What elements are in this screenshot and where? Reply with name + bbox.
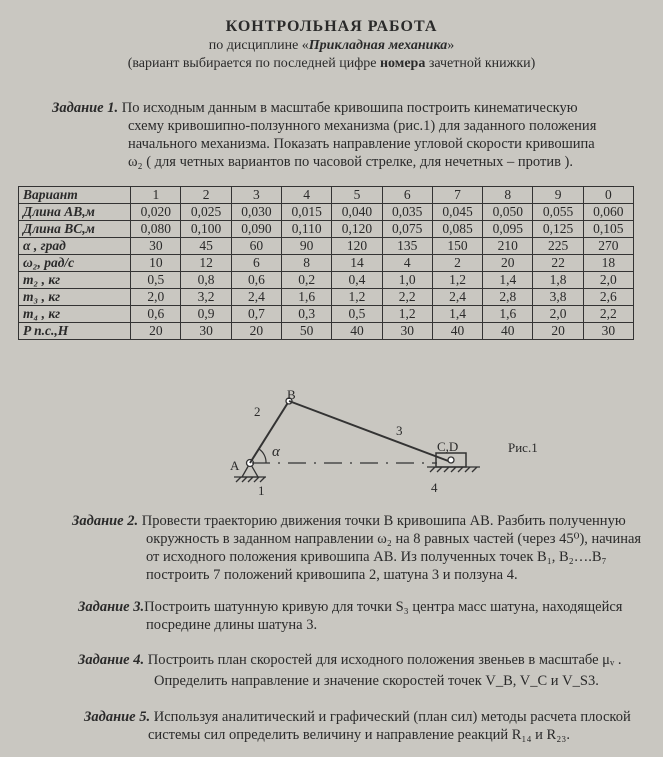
subtitle-prefix: по дисциплине « bbox=[208, 38, 309, 53]
label-4: 4 bbox=[431, 480, 438, 495]
table-cell: 20 bbox=[231, 323, 281, 340]
task2-line4: построить 7 положений кривошипа 2, шатуна 3 и ползуна 4. bbox=[146, 567, 518, 583]
table-cell: 90 bbox=[282, 238, 332, 255]
task2-line1 bbox=[72, 513, 626, 530]
table-cell: 210 bbox=[483, 238, 533, 255]
task2-line3: от исходного положения кривошипа AB. Из полученных точек B₁, B₂….B₇ bbox=[146, 549, 607, 565]
task2-line2: окружность в заданном направлении ω₂ на 8 равных частей (через 45⁰), начиная bbox=[146, 531, 642, 547]
table-cell: 0,9 bbox=[181, 306, 231, 323]
table-row bbox=[19, 238, 634, 255]
table-cell: 1,4 bbox=[432, 306, 482, 323]
variant-number: 8 bbox=[483, 187, 533, 204]
table-cell: 0,075 bbox=[382, 221, 432, 238]
table-cell: 4 bbox=[382, 255, 432, 272]
variant-number: 4 bbox=[282, 187, 332, 204]
table-row bbox=[19, 255, 634, 272]
table-cell: 0,125 bbox=[533, 221, 583, 238]
task3-line2: посредине длины шатуна 3. bbox=[146, 617, 318, 633]
table-cell: 6 bbox=[231, 255, 281, 272]
table-cell: 0,020 bbox=[131, 204, 181, 221]
table-cell: 1,6 bbox=[282, 289, 332, 306]
task5-label: Задание 5. bbox=[84, 709, 151, 725]
alpha-arc bbox=[259, 449, 266, 463]
task4-line1 bbox=[78, 652, 621, 669]
variant-number: 2 bbox=[181, 187, 231, 204]
table-cell: 0,025 bbox=[181, 204, 231, 221]
table-cell: 20 bbox=[533, 323, 583, 340]
table-cell: 270 bbox=[583, 238, 633, 255]
table-cell: 225 bbox=[533, 238, 583, 255]
variant-note bbox=[0, 56, 663, 72]
task2-label: Задание 2. bbox=[72, 513, 139, 529]
task3-line1 bbox=[78, 599, 622, 616]
task1-line3: начального механизма. Показать направление угловой скорости кривошипа bbox=[128, 136, 595, 152]
table-cell: 60 bbox=[231, 238, 281, 255]
table-cell: 20 bbox=[483, 255, 533, 272]
variant-number: 3 bbox=[231, 187, 281, 204]
task4-line2: Определить направление и значение скоростей точек V_B, V_C и V_S3. bbox=[154, 673, 599, 689]
table-header-label: Вариант bbox=[19, 187, 131, 204]
table-cell: 1,2 bbox=[382, 306, 432, 323]
table-cell: 0,045 bbox=[432, 204, 482, 221]
note-bold: номера bbox=[379, 56, 426, 71]
row-label: Длина BC,м bbox=[19, 221, 131, 238]
table-cell: 2,4 bbox=[432, 289, 482, 306]
table-cell: 0,015 bbox=[282, 204, 332, 221]
table-cell: 1,2 bbox=[432, 272, 482, 289]
task1-line2: схему кривошипно-ползунного механизма (рис.1) для заданного положения bbox=[128, 118, 597, 134]
table-cell: 0,035 bbox=[382, 204, 432, 221]
table-cell: 0,6 bbox=[231, 272, 281, 289]
table-cell: 30 bbox=[131, 238, 181, 255]
table-cell: 22 bbox=[533, 255, 583, 272]
note-suffix: зачетной книжки) bbox=[425, 56, 536, 71]
table-cell: 0,080 bbox=[131, 221, 181, 238]
task5-line2: системы сил определить величину и направление реакций R₁₄ и R₂₃. bbox=[148, 727, 570, 743]
table-cell: 2,0 bbox=[533, 306, 583, 323]
table-cell: 0,060 bbox=[583, 204, 633, 221]
table-cell: 0,085 bbox=[432, 221, 482, 238]
label-b: B bbox=[287, 387, 296, 402]
joint-c bbox=[448, 457, 454, 463]
table-cell: 0,4 bbox=[332, 272, 382, 289]
table-cell: 2,0 bbox=[583, 272, 633, 289]
rod-bc bbox=[289, 401, 451, 462]
table-cell: 0,105 bbox=[583, 221, 633, 238]
document-subtitle bbox=[0, 38, 663, 54]
variant-number: 7 bbox=[432, 187, 482, 204]
variant-number: 1 bbox=[131, 187, 181, 204]
task1-line4: ω₂ ( для четных вариантов по часовой стрелке, для нечетных – против ). bbox=[128, 154, 574, 170]
table-row bbox=[19, 306, 634, 323]
table-cell: 30 bbox=[583, 323, 633, 340]
variant-number: 9 bbox=[533, 187, 583, 204]
table-row bbox=[19, 221, 634, 238]
table-cell: 0,055 bbox=[533, 204, 583, 221]
task3-text1: Построить шатунную кривую для точки S₃ центра масс шатуна, находящейся bbox=[144, 599, 623, 615]
table-cell: 0,050 bbox=[483, 204, 533, 221]
label-1: 1 bbox=[258, 483, 265, 498]
document-title: КОНТРОЛЬНАЯ РАБОТА bbox=[225, 18, 438, 35]
row-label: m₃ , кг bbox=[19, 289, 131, 306]
task4-text1: Построить план скоростей для исходного положения звеньев в масштабе μᵥ . bbox=[147, 652, 622, 668]
table-cell: 0,100 bbox=[181, 221, 231, 238]
table-cell: 120 bbox=[332, 238, 382, 255]
subject-name: Прикладная механика bbox=[308, 38, 448, 53]
row-label: m₂ , кг bbox=[19, 272, 131, 289]
table-cell: 3,2 bbox=[181, 289, 231, 306]
table-cell: 0,030 bbox=[231, 204, 281, 221]
table-cell: 1,8 bbox=[533, 272, 583, 289]
task1-label: Задание 1. bbox=[52, 100, 119, 116]
table-cell: 45 bbox=[181, 238, 231, 255]
row-label: P п.с.,Н bbox=[19, 323, 131, 340]
variant-number: 0 bbox=[583, 187, 633, 204]
table-cell: 14 bbox=[332, 255, 382, 272]
table-cell: 30 bbox=[181, 323, 231, 340]
table-cell: 1,4 bbox=[483, 272, 533, 289]
table-cell: 8 bbox=[282, 255, 332, 272]
note-prefix: (вариант выбирается по последней цифре bbox=[127, 56, 380, 71]
table-cell: 18 bbox=[583, 255, 633, 272]
table-cell: 2,2 bbox=[583, 306, 633, 323]
table-row bbox=[19, 289, 634, 306]
table-row bbox=[19, 323, 634, 340]
table-cell: 0,7 bbox=[231, 306, 281, 323]
table-cell: 0,3 bbox=[282, 306, 332, 323]
table-cell: 2 bbox=[432, 255, 482, 272]
table-cell: 0,095 bbox=[483, 221, 533, 238]
table-cell: 12 bbox=[181, 255, 231, 272]
table-row bbox=[19, 272, 634, 289]
variant-table bbox=[18, 186, 634, 340]
table-cell: 0,090 bbox=[231, 221, 281, 238]
subtitle-suffix: » bbox=[447, 38, 455, 53]
row-label: ω₂, рад/с bbox=[19, 255, 131, 272]
table-cell: 150 bbox=[432, 238, 482, 255]
table-cell: 2,6 bbox=[583, 289, 633, 306]
table-cell: 40 bbox=[332, 323, 382, 340]
row-label: Длина AB,м bbox=[19, 204, 131, 221]
table-cell: 30 bbox=[382, 323, 432, 340]
table-cell: 20 bbox=[131, 323, 181, 340]
table-cell: 2,2 bbox=[382, 289, 432, 306]
task4-label: Задание 4. bbox=[78, 652, 145, 668]
table-cell: 135 bbox=[382, 238, 432, 255]
task2-text1: Провести траекторию движения точки B кривошипа AB. Разбить полученную bbox=[141, 513, 626, 529]
label-2: 2 bbox=[254, 404, 261, 419]
table-cell: 10 bbox=[131, 255, 181, 272]
table-cell: 0,2 bbox=[282, 272, 332, 289]
table-cell: 0,6 bbox=[131, 306, 181, 323]
label-3: 3 bbox=[396, 423, 403, 438]
task3-label: Задание 3. bbox=[78, 599, 145, 615]
table-cell: 2,4 bbox=[231, 289, 281, 306]
table-cell: 1,6 bbox=[483, 306, 533, 323]
table-cell: 0,120 bbox=[332, 221, 382, 238]
row-label: α , град bbox=[19, 238, 131, 255]
table-cell: 0,110 bbox=[282, 221, 332, 238]
table-cell: 0,8 bbox=[181, 272, 231, 289]
mechanism-figure bbox=[222, 383, 522, 493]
table-cell: 0,5 bbox=[332, 306, 382, 323]
task1-line1 bbox=[52, 100, 578, 117]
row-label: m₄ , кг bbox=[19, 306, 131, 323]
table-cell: 40 bbox=[432, 323, 482, 340]
table-header-row bbox=[19, 187, 634, 204]
variant-number: 6 bbox=[382, 187, 432, 204]
table-cell: 2,8 bbox=[483, 289, 533, 306]
table-cell: 1,0 bbox=[382, 272, 432, 289]
label-alpha: α bbox=[272, 444, 280, 460]
table-cell: 0,040 bbox=[332, 204, 382, 221]
table-cell: 1,2 bbox=[332, 289, 382, 306]
variant-number: 5 bbox=[332, 187, 382, 204]
table-cell: 0,5 bbox=[131, 272, 181, 289]
task1-text1: По исходным данным в масштабе кривошипа построить кинематическую bbox=[121, 100, 578, 116]
table-cell: 50 bbox=[282, 323, 332, 340]
figure-caption: Рис.1 bbox=[508, 440, 538, 455]
table-cell: 40 bbox=[483, 323, 533, 340]
label-a: A bbox=[230, 458, 240, 473]
task5-line1 bbox=[84, 709, 631, 726]
table-cell: 2,0 bbox=[131, 289, 181, 306]
label-cd: C,D bbox=[437, 439, 459, 454]
table-row bbox=[19, 204, 634, 221]
task5-text1: Используя аналитический и графический (план сил) методы расчета плоской bbox=[153, 709, 631, 725]
table-cell: 3,8 bbox=[533, 289, 583, 306]
